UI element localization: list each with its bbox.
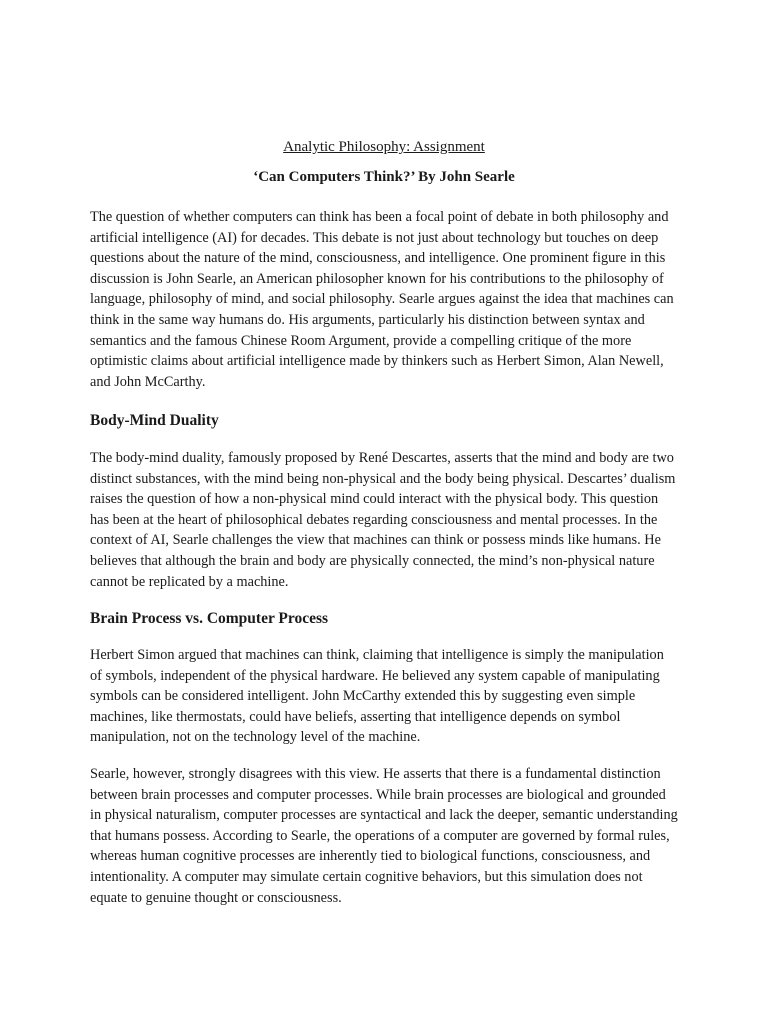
document-subtitle: ‘Can Computers Think?’ By John Searle (253, 169, 515, 185)
section-heading-brain-vs-computer: Brain Process vs. Computer Process (90, 610, 329, 627)
section-heading-body-mind-duality: Body-Mind Duality (90, 412, 219, 429)
body-mind-paragraph: The body-mind duality, famously proposed by René Descartes, asserts that the mind and body are two distinct substances, with the mind being non-physical and the body being physical. Descartes’ dualism raises the question of how a non-physical mind could interact with the physical body. This question has been at the heart of philosophical debates regarding consciousness and mental processes. In the context of AI, Searle challenges the view that machines can think or possess minds like humans. He believes that although the brain and body are physically connected, the mind’s non-physical nature cannot be replicated by a machine. (90, 450, 676, 590)
intro-paragraph: The question of whether computers can think has been a focal point of debate in both philosophy and artificial intelligence (AI) for decades. This debate is not just about technology but touches on deep questions about the nature of the mind, consciousness, and intelligence. One prominent figure in this discussion is John Searle, an American philosopher known for his contributions to the philosophy of language, philosophy of mind, and social philosophy. Searle argues against the idea that machines can think in the same way humans do. His arguments, particularly his distinction between syntax and semantics and the famous Chinese Room Argument, provide a compelling critique of the more optimistic claims about artificial intelligence made by thinkers such as Herbert Simon, Alan Newell, and John McCarthy. (90, 209, 674, 390)
brain-process-paragraph-1: Herbert Simon argued that machines can think, claiming that intelligence is simply the manipulation of symbols, independent of the physical hardware. He believed any system capable of manipulating symbols can be considered intelligent. John McCarthy extended this by suggesting even simple machines, like thermostats, could have beliefs, asserting that intelligence depends on symbol manipulation, not on the technology level of the machine. (90, 647, 664, 746)
document-title: Analytic Philosophy: Assignment (283, 139, 485, 155)
brain-process-paragraph-2: Searle, however, strongly disagrees with this view. He asserts that there is a fundamental distinction between brain processes and computer processes. While brain processes are biological and grounded in physical naturalism, computer processes are syntactical and lack the deeper, semantic understanding that humans possess. According to Searle, the operations of a computer are governed by formal rules, whereas human cognitive processes are inherently tied to biological functions, consciousness, and intentionality. A computer may simulate certain cognitive behaviors, but this simulation does not equate to genuine thought or consciousness. (90, 766, 678, 906)
